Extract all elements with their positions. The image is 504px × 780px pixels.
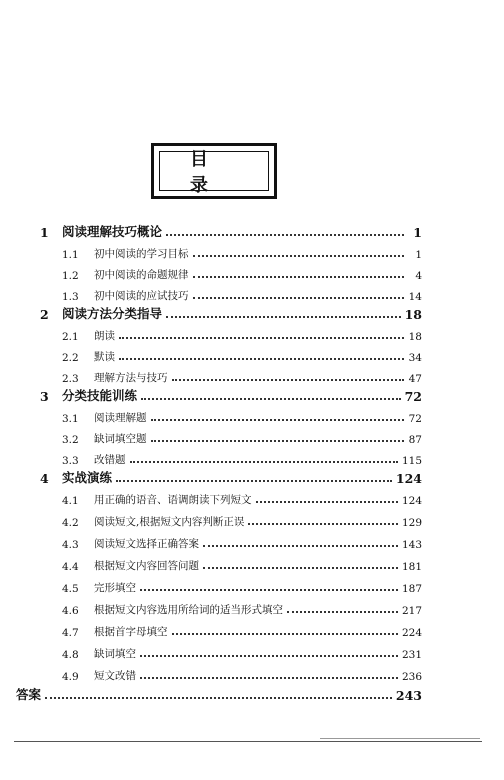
page-number: 87: [408, 434, 422, 446]
page-number: 72: [408, 413, 422, 425]
page-number: 18: [404, 307, 422, 322]
toc-item-4-9[interactable]: [62, 665, 422, 683]
item-number: 4.2: [62, 517, 79, 529]
item-title: 改错题: [94, 454, 126, 466]
item-number: 4.9: [62, 671, 79, 683]
toc-section-2[interactable]: [40, 304, 422, 322]
page-number: 243: [395, 688, 422, 703]
bottom-rule: [14, 741, 482, 742]
section-number: 4: [40, 471, 49, 486]
item-title: 初中阅读的命题规律: [94, 269, 189, 281]
dot-leader: [140, 677, 398, 679]
page-number: 181: [401, 561, 422, 573]
dot-leader: [172, 633, 398, 635]
dot-leader: [248, 523, 398, 525]
toc-item-4-5[interactable]: [62, 577, 422, 595]
dot-leader: [203, 545, 398, 547]
section-number: 3: [40, 389, 49, 404]
page-number: 129: [401, 517, 422, 529]
toc-item-3-1[interactable]: [62, 407, 422, 425]
item-number: 2.3: [62, 373, 79, 385]
dot-leader: [151, 440, 405, 442]
item-title: 用正确的语音、语调朗读下列短文: [94, 494, 252, 506]
item-title: 朗读: [94, 330, 115, 342]
item-number: 3.2: [62, 434, 79, 446]
section-title: 阅读理解技巧概论: [62, 224, 163, 239]
toc-item-1-2[interactable]: [62, 264, 422, 282]
dot-leader: [287, 611, 398, 613]
item-number: 3.3: [62, 455, 79, 467]
dot-leader: [193, 276, 405, 278]
page-number: 217: [401, 605, 422, 617]
dot-leader: [166, 316, 401, 318]
page-number: 124: [395, 471, 422, 486]
toc-section-1[interactable]: [40, 222, 422, 240]
dot-leader: [119, 337, 404, 339]
item-number: 2.2: [62, 352, 79, 364]
toc-item-4-2[interactable]: [62, 511, 422, 529]
toc-section-3[interactable]: [40, 386, 422, 404]
item-number: 4.7: [62, 627, 79, 639]
answers-title: 答案: [16, 687, 42, 702]
item-number: 2.1: [62, 331, 79, 343]
toc-item-4-7[interactable]: [62, 621, 422, 639]
page-number: 187: [401, 583, 422, 595]
page-number: 4: [415, 270, 422, 282]
dot-leader: [140, 589, 398, 591]
item-number: 4.4: [62, 561, 79, 573]
dot-leader: [141, 398, 401, 400]
dot-leader: [116, 480, 392, 482]
page-number: 72: [404, 389, 422, 404]
toc-item-1-1[interactable]: [62, 243, 422, 261]
toc-item-2-1[interactable]: [62, 325, 422, 343]
item-number: 4.6: [62, 605, 79, 617]
item-title: 根据首字母填空: [94, 626, 168, 638]
item-title: 根据短文内容选用所给词的适当形式填空: [94, 604, 283, 616]
page-number: 143: [401, 539, 422, 551]
dot-leader: [172, 379, 405, 381]
toc-item-4-1[interactable]: [62, 489, 422, 507]
toc-item-4-6[interactable]: [62, 599, 422, 617]
dot-leader: [130, 461, 398, 463]
toc-answers[interactable]: [16, 685, 422, 703]
item-title: 短文改错: [94, 670, 136, 682]
page-title: 目 录: [190, 149, 238, 196]
item-title: 缺词填空: [94, 648, 136, 660]
dot-leader: [203, 567, 398, 569]
item-number: 1.3: [62, 291, 79, 303]
page-number: 34: [408, 352, 422, 364]
section-title: 分类技能训练: [62, 388, 138, 403]
item-title: 初中阅读的学习目标: [94, 248, 189, 260]
item-number: 3.1: [62, 413, 79, 425]
toc-item-2-3[interactable]: [62, 367, 422, 385]
dot-leader: [151, 419, 405, 421]
item-title: 初中阅读的应试技巧: [94, 290, 189, 302]
item-title: 阅读短文选择正确答案: [94, 538, 199, 550]
page-number: 124: [401, 495, 422, 507]
item-number: 4.8: [62, 649, 79, 661]
item-title: 缺词填空题: [94, 433, 147, 445]
page-number: 231: [401, 649, 422, 661]
toc-item-3-3[interactable]: [62, 449, 422, 467]
item-title: 阅读短文,根据短文内容判断正误: [94, 516, 245, 528]
item-number: 4.3: [62, 539, 79, 551]
item-number: 4.5: [62, 583, 79, 595]
dot-leader: [140, 655, 398, 657]
dot-leader: [119, 358, 404, 360]
page-number: 47: [408, 373, 422, 385]
item-title: 理解方法与技巧: [94, 372, 168, 384]
item-number: 1.2: [62, 270, 79, 282]
section-title: 阅读方法分类指导: [62, 306, 163, 321]
item-number: 1.1: [62, 249, 79, 261]
item-title: 默读: [94, 351, 115, 363]
dot-leader: [193, 297, 405, 299]
item-title: 根据短文内容回答问题: [94, 560, 199, 572]
section-number: 1: [40, 225, 49, 240]
page-number: 1: [413, 225, 422, 240]
dot-leader: [166, 234, 404, 236]
page-number: 236: [401, 671, 422, 683]
dot-leader: [45, 697, 392, 699]
page-number: 115: [401, 455, 422, 467]
toc-item-4-4[interactable]: [62, 555, 422, 573]
toc-item-4-8[interactable]: [62, 643, 422, 661]
toc-item-4-3[interactable]: [62, 533, 422, 551]
item-number: 4.1: [62, 495, 79, 507]
section-number: 2: [40, 307, 49, 322]
page-number: 18: [408, 331, 422, 343]
section-title: 实战演练: [62, 470, 113, 485]
dot-leader: [256, 501, 398, 503]
item-title: 阅读理解题: [94, 412, 147, 424]
page-number: 224: [401, 627, 422, 639]
toc-item-2-2[interactable]: [62, 346, 422, 364]
item-title: 完形填空: [94, 582, 136, 594]
page-number: 14: [408, 291, 422, 303]
dot-leader: [193, 255, 405, 257]
toc-item-3-2[interactable]: [62, 428, 422, 446]
toc-section-4[interactable]: [40, 468, 422, 486]
bottom-rule-faint: [320, 738, 480, 739]
toc-item-1-3[interactable]: [62, 285, 422, 303]
page-number: 1: [415, 249, 422, 261]
